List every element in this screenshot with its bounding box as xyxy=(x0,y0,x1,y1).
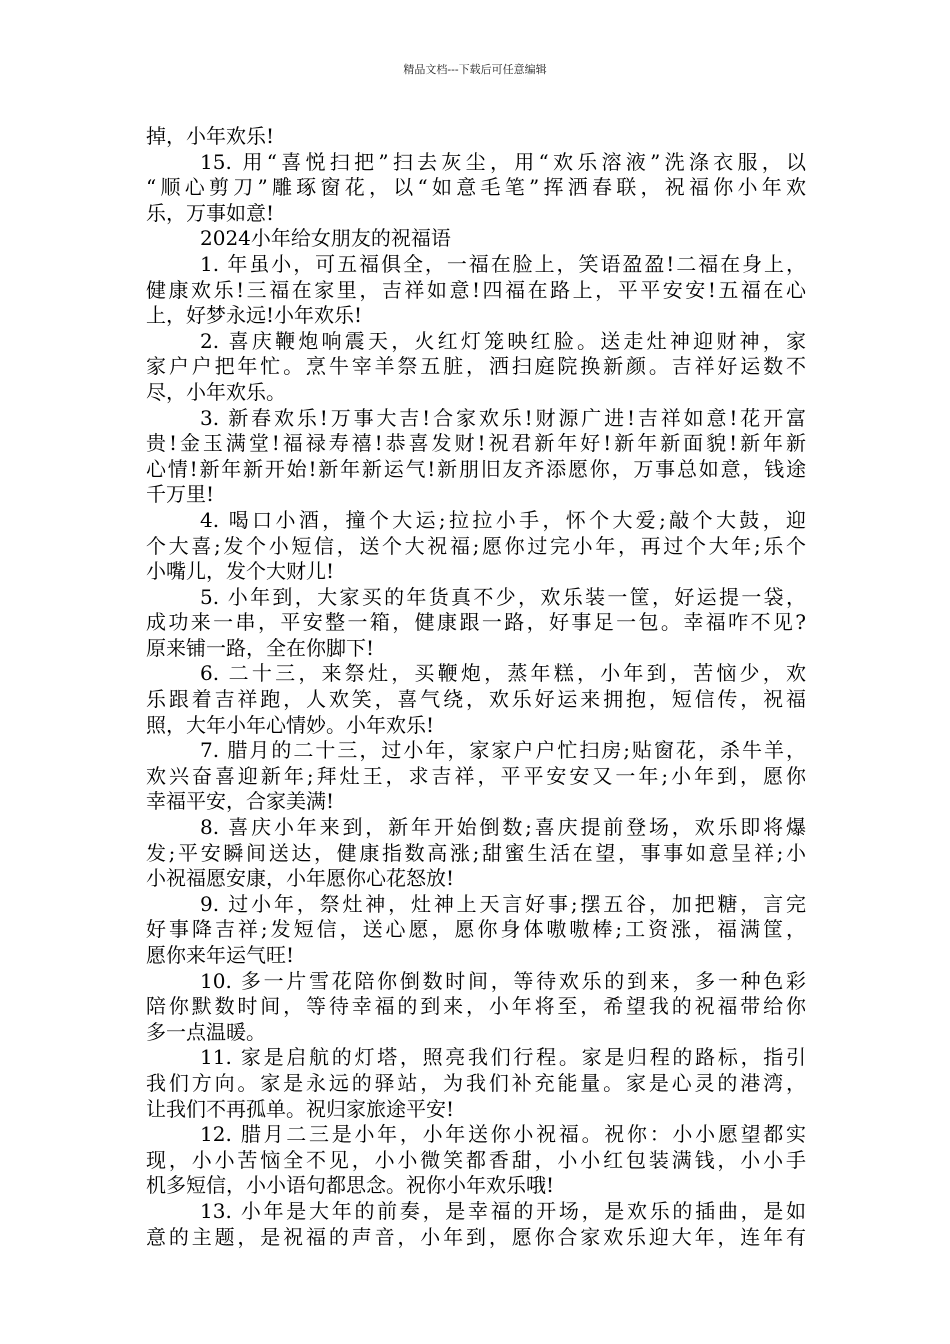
text-line: 原来铺一路，全在你脚下! xyxy=(146,635,375,660)
text-line: 愿你来年运气旺! xyxy=(146,943,295,967)
text-line: 掉，小年欢乐! xyxy=(146,124,275,148)
text-line: 9. 过小年，祭灶神，灶神上天言好事;摆五谷，加把糖，言完 xyxy=(200,891,806,916)
text-line: 多一点温暖。 xyxy=(146,1019,266,1044)
page-header: 精品文档---下载后可任意编辑 xyxy=(403,63,547,76)
text-line: 上，好梦永远!小年欢乐! xyxy=(146,303,363,328)
text-line: “顺心剪刀”雕琢窗花，以“如意毛笔”挥洒春联，祝福你小年欢 xyxy=(146,175,806,200)
text-line: 照，大年小年心情妙。小年欢乐! xyxy=(146,712,435,737)
text-line: 千万里! xyxy=(146,482,215,507)
text-line: 13. 小年是大年的前奏，是幸福的开场，是欢乐的插曲，是如 xyxy=(200,1198,806,1223)
text-line: 8. 喜庆小年来到，新年开始倒数;喜庆提前登场，欢乐即将爆 xyxy=(200,815,806,840)
text-line: 好事降吉祥;发短信，送心愿，愿你身体嗷嗷棒;工资涨，福满筐， xyxy=(146,917,806,942)
text-line: 尽，小年欢乐。 xyxy=(146,379,286,404)
text-line: 小祝福愿安康，小年愿你心花怒放! xyxy=(146,866,455,891)
text-line: 小嘴儿，发个大财儿! xyxy=(146,559,335,584)
text-line: 贵!金玉满堂!福禄寿禧!恭喜发财!祝君新年好!新年新面貌!新年新 xyxy=(146,431,806,456)
text-line: 11. 家是启航的灯塔，照亮我们行程。家是归程的路标，指引 xyxy=(200,1045,806,1070)
text-line: 2. 喜庆鞭炮响震天，火红灯笼映红脸。送走灶神迎财神，家 xyxy=(200,328,806,353)
text-line: 幸福平安，合家美满! xyxy=(146,789,335,814)
text-line: 乐跟着吉祥跑，人欢笑，喜气绕，欢乐好运来拥抱，短信传，祝福 xyxy=(146,687,806,712)
text-line: 意的主题，是祝福的声音，小年到，愿你合家欢乐迎大年，连年有 xyxy=(146,1224,806,1249)
text-line: 健康欢乐!三福在家里，吉祥如意!四福在路上，平平安安!五福在心 xyxy=(146,277,806,302)
text-line: 7. 腊月的二十三，过小年，家家户户忙扫房;贴窗花，杀牛羊， xyxy=(200,738,806,763)
text-line: 欢兴奋喜迎新年;拜灶王，求吉祥，平平安安又一年;小年到，愿你 xyxy=(146,763,806,788)
text-line: 3. 新春欢乐!万事大吉!合家欢乐!财源广进!吉祥如意!花开富 xyxy=(200,405,806,430)
text-line: 4. 喝口小酒，撞个大运;拉拉小手，怀个大爱;敲个大鼓，迎 xyxy=(200,507,806,532)
text-line: 10. 多一片雪花陪你倒数时间，等待欢乐的到来，多一种色彩 xyxy=(200,968,806,993)
text-line: 12. 腊月二三是小年，小年送你小祝福。祝你：小小愿望都实 xyxy=(200,1122,806,1147)
text-line: 家户户把年忙。烹牛宰羊祭五脏，洒扫庭院换新颜。吉祥好运数不 xyxy=(146,354,806,379)
text-line: 乐，万事如意! xyxy=(146,200,275,225)
text-line: 现，小小苦恼全不见，小小微笑都香甜，小小红包装满钱，小小手 xyxy=(146,1147,806,1172)
document-body xyxy=(146,124,806,1250)
text-line: 心情!新年新开始!新年新运气!新朋旧友齐添愿你，万事总如意，钱途 xyxy=(146,456,806,481)
text-line: 发;平安瞬间送达，健康指数高涨;甜蜜生活在望，事事如意呈祥;小 xyxy=(146,840,806,865)
text-line: 2024小年给女朋友的祝福语 xyxy=(200,226,451,251)
text-line: 15. 用“喜悦扫把”扫去灰尘，用“欢乐溶液”洗涤衣服，以 xyxy=(200,149,806,174)
text-line: 陪你默数时间，等待幸福的到来，小年将至，希望我的祝福带给你 xyxy=(146,994,806,1019)
text-line: 个大喜;发个小短信，送个大祝福;愿你过完小年，再过个大年;乐个 xyxy=(146,533,806,558)
text-line: 6. 二十三，来祭灶，买鞭炮，蒸年糕，小年到，苦恼少，欢 xyxy=(200,661,806,686)
text-line: 1. 年虽小，可五福俱全，一福在脸上，笑语盈盈!二福在身上， xyxy=(200,251,806,276)
text-line: 我们方向。家是永远的驿站，为我们补充能量。家是心灵的港湾， xyxy=(146,1070,806,1095)
text-line: 让我们不再孤单。祝归家旅途平安! xyxy=(146,1096,455,1121)
text-line: 机多短信，小小语句都思念。祝你小年欢乐哦! xyxy=(146,1173,555,1198)
text-line: 成功来一串，平安整一箱，健康跟一路，好事足一包。幸福咋不见? xyxy=(146,610,806,635)
text-line: 5. 小年到，大家买的年货真不少，欢乐装一筐，好运提一袋， xyxy=(200,584,806,609)
